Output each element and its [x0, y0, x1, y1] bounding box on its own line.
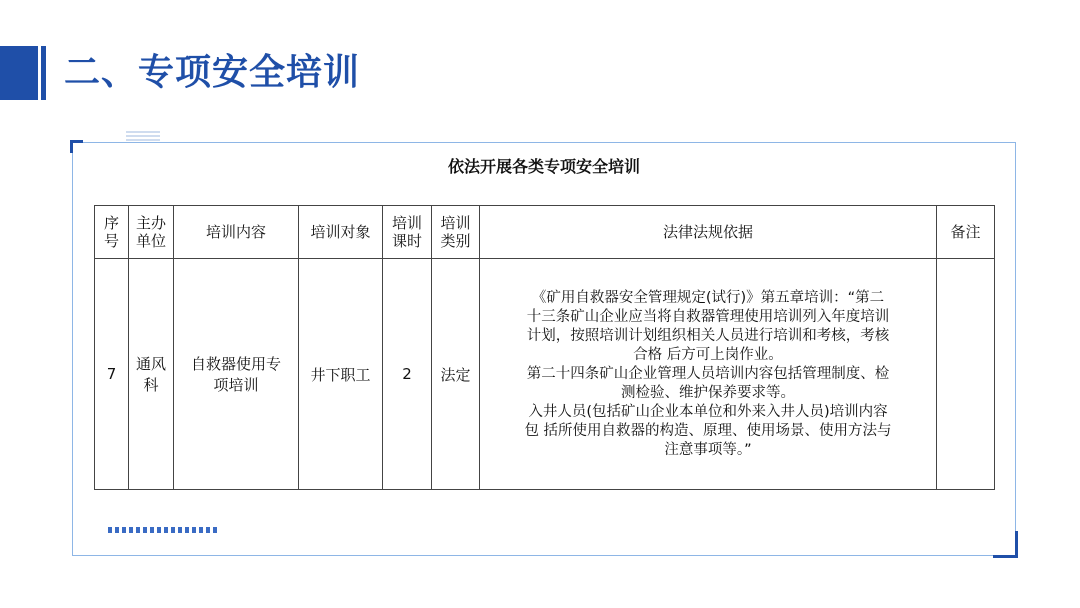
table-caption: 依法开展各类专项安全培训: [447, 157, 640, 176]
cell-basis: 《矿用自救器安全管理规定(试行)》第五章培训：“第二 十三条矿山企业应当将自救器管理使用培训列入年度培训 计划，按照培训计划组织相关人员进行培训和考核，考核 合格 后方可上岗作业。 第二十四条矿山企业管理人员培训内容包括管理制度、检 测检验、维护保养要求等。 入井人员(包括矿山企业本单位和外来入井人员)培训内容 包 括所使用自救器的构造、原理、使用场景、使用方法与 注意事项等。”: [480, 259, 937, 490]
corner-decoration-bottom-right: [993, 531, 1018, 558]
header-unit: 主办 单位: [129, 206, 174, 259]
cell-content: 自救器使用专 项培训: [174, 259, 299, 490]
cell-hours: 2: [383, 259, 432, 490]
header-hours: 培训 课时: [383, 206, 432, 259]
header-remark: 备注: [937, 206, 995, 259]
training-table: [94, 205, 995, 490]
page-title: 二、专项安全培训: [64, 52, 361, 93]
header-basis: 法律法规依据: [480, 206, 937, 259]
cell-unit: 通风 科: [129, 259, 174, 490]
cell-remark: [937, 259, 995, 490]
header-content: 培训内容: [174, 206, 299, 259]
corner-decoration-top-left: [70, 140, 83, 153]
header-target: 培训对象: [299, 206, 383, 259]
table-row: [95, 259, 995, 490]
header-seq: 序 号: [95, 206, 129, 259]
table-header-row: [95, 206, 995, 259]
header-accent-line: [41, 46, 46, 100]
decorative-dots: [108, 527, 217, 533]
header-accent-bar: [0, 46, 38, 100]
decorative-lines: [126, 131, 160, 143]
cell-category: 法定: [432, 259, 480, 490]
cell-seq: 7: [95, 259, 129, 490]
cell-target: 井下职工: [299, 259, 383, 490]
header-category: 培训 类别: [432, 206, 480, 259]
